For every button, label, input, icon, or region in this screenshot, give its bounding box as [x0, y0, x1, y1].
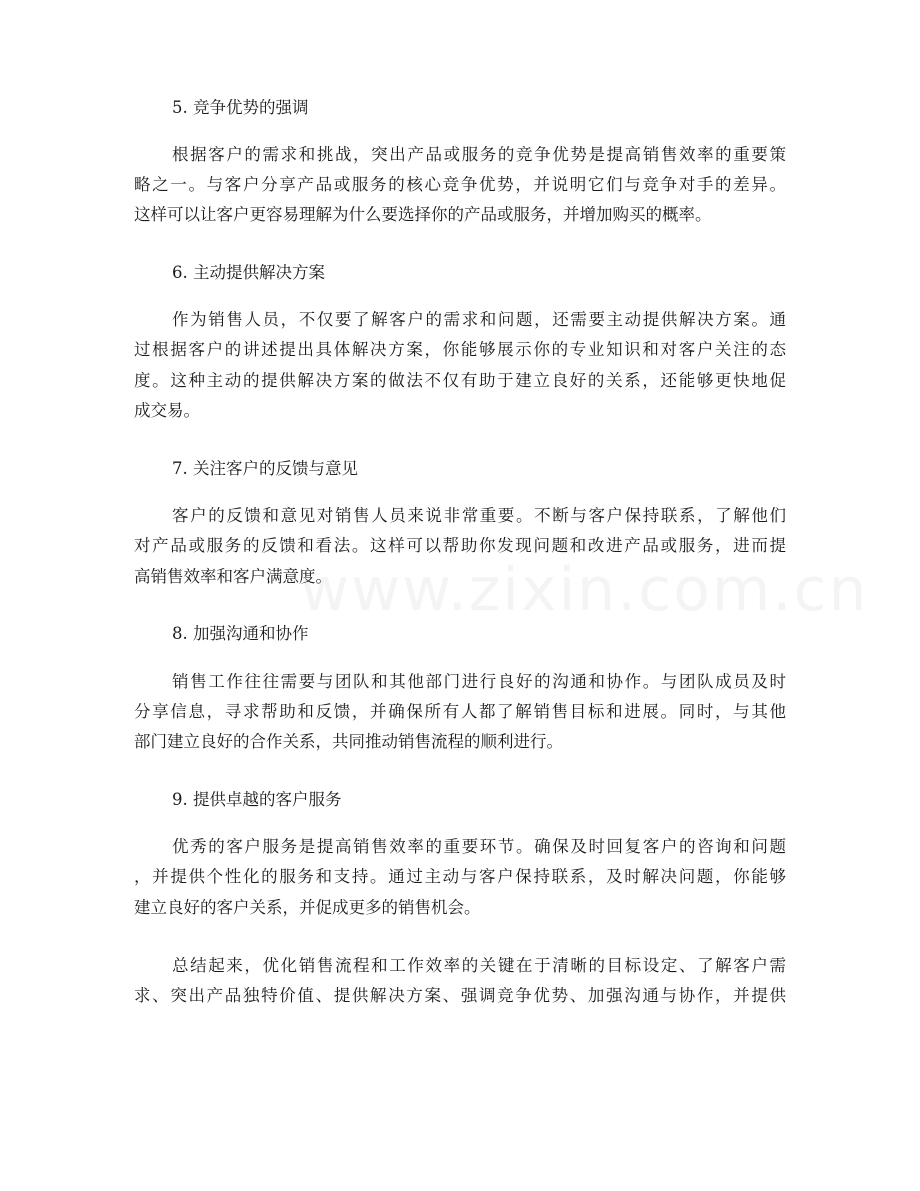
- paragraph-line: 略之一。与客户分享产品或服务的核心竞争优势，并说明它们与竞争对手的差异。: [134, 175, 786, 194]
- paragraph-line: 建立良好的客户关系，并促成更多的销售机会。: [134, 898, 481, 917]
- paragraph-line: 这样可以让客户更容易理解为什么要选择你的产品或服务，并增加购买的概率。: [134, 205, 712, 224]
- paragraph-line: 成交易。: [134, 401, 200, 420]
- paragraph-line: 作为销售人员，不仅要了解客户的需求和问题，还需要主动提供解决方案。通: [172, 310, 786, 329]
- paragraph-line: 求、突出产品独特价值、提供解决方案、强调竞争优势、加强沟通与协作，并提供: [134, 986, 786, 1005]
- paragraph-line: 优秀的客户服务是提高销售效率的重要环节。确保及时回复客户的咨询和问题: [172, 837, 786, 856]
- paragraph-line: 过根据客户的讲述提出具体解决方案，你能够展示你的专业知识和对客户关注的态: [134, 340, 786, 359]
- paragraph-line: 对产品或服务的反馈和看法。这样可以帮助你发现问题和改进产品或服务，进而提: [134, 536, 786, 555]
- paragraph-line: 度。这种主动的提供解决方案的做法不仅有助于建立良好的关系，还能够更快地促: [134, 371, 786, 390]
- paragraph-line: 部门建立良好的合作关系，共同推动销售流程的顺利进行。: [134, 732, 563, 751]
- paragraph-line: 根据客户的需求和挑战，突出产品或服务的竞争优势是提高销售效率的重要策: [172, 145, 786, 164]
- paragraph-line: 客户的反馈和意见对销售人员来说非常重要。不断与客户保持联系，了解他们: [172, 506, 786, 525]
- section-heading: 7. 关注客户的反馈与意见: [172, 459, 358, 478]
- paragraph-line: ，并提供个性化的服务和支持。通过主动与客户保持联系，及时解决问题，你能够: [134, 867, 786, 886]
- section-heading: 9. 提供卓越的客户服务: [172, 790, 342, 809]
- paragraph-line: 总结起来，优化销售流程和工作效率的关键在于清晰的目标设定、了解客户需: [172, 956, 786, 975]
- section-heading: 5. 竞争优势的强调: [172, 98, 309, 117]
- paragraph-line: 销售工作往往需要与团队和其他部门进行良好的沟通和协作。与团队成员及时: [172, 672, 786, 691]
- section-heading: 6. 主动提供解决方案: [172, 263, 325, 282]
- paragraph-line: 高销售效率和客户满意度。: [134, 567, 332, 586]
- section-heading: 8. 加强沟通和协作: [172, 624, 309, 643]
- paragraph-line: 分享信息，寻求帮助和反馈，并确保所有人都了解销售目标和进展。同时，与其他: [134, 702, 786, 721]
